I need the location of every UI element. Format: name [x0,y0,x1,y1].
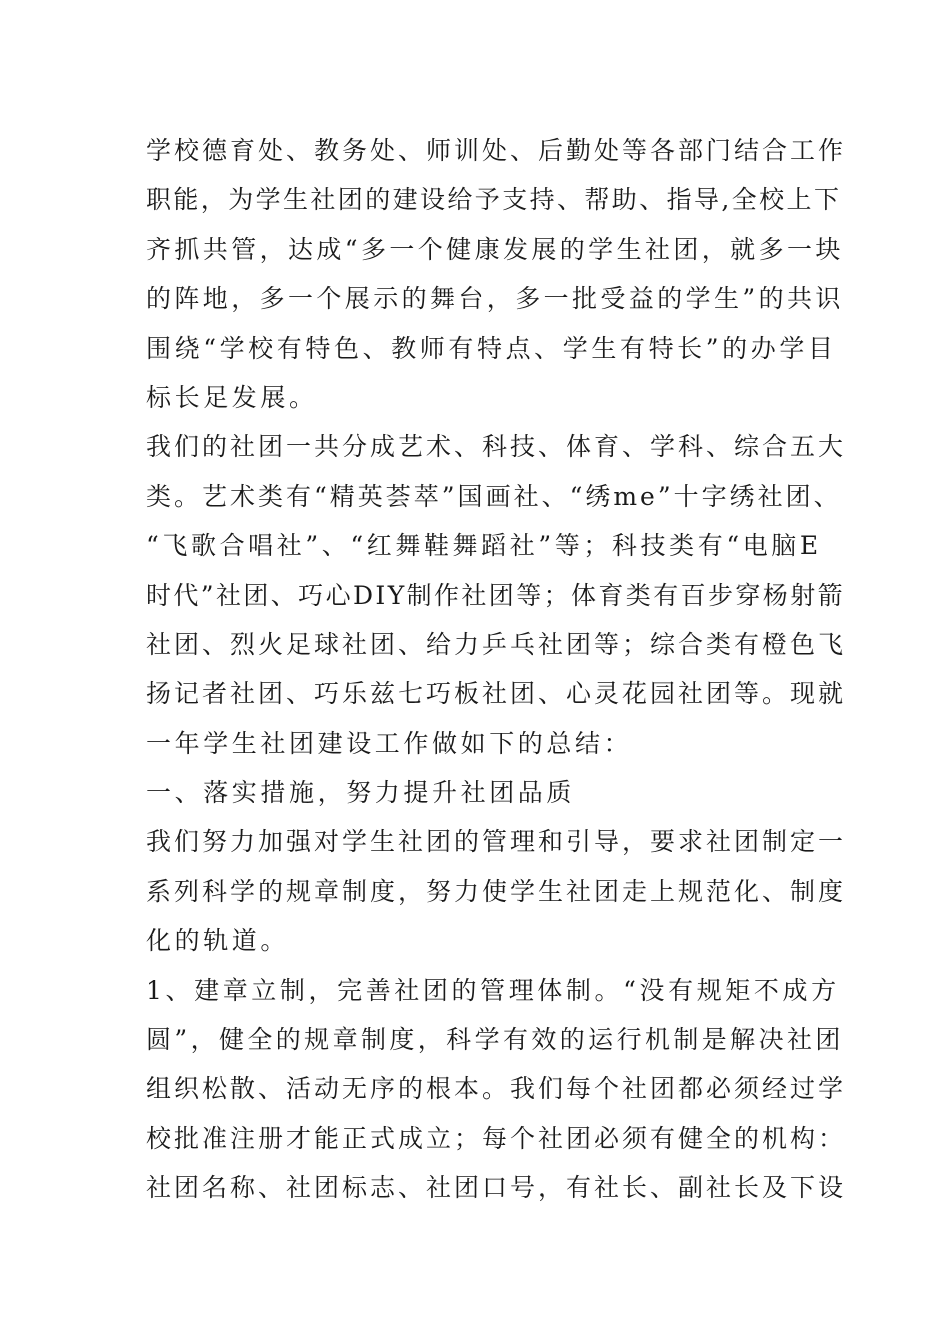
section-heading: 一、落实措施，努力提升社团品质 [146,778,576,808]
text-line: 社团名称、社团标志、社团口号，有社长、副社长及下设 [146,1173,847,1203]
text-line: 职能，为学生社团的建设给予支持、帮助、指导,全校上下 [146,185,842,215]
text-line: 一年学生社团建设工作做如下的总结： [146,728,633,758]
text-line: 的阵地，多一个展示的舞台，多一批受益的学生”的共识 [146,284,844,314]
text-line: 标长足发展。 [146,382,318,412]
text-line: 我们努力加强对学生社团的管理和引导，要求社团制定一 [146,827,847,857]
text-line: 化的轨道。 [146,926,290,956]
text-line: 我们的社团一共分成艺术、科技、体育、学科、综合五大 [146,432,847,462]
text-line: “飞歌合唱社”、“红舞鞋舞蹈社”等；科技类有“电脑E [146,531,822,561]
text-line: 校批准注册才能正式成立；每个社团必须有健全的机构： [146,1123,847,1153]
text-line: 学校德育处、教务处、师训处、后勤处等各部门结合工作 [146,136,847,165]
text-line: 围绕“学校有特色、教师有特点、学生有特长”的办学目 [146,333,837,363]
text-line: 1、建章立制，完善社团的管理体制。“没有规矩不成方 [146,975,840,1005]
text-line: 组织松散、活动无序的根本。我们每个社团都必须经过学 [146,1074,847,1104]
text-line: 圆”，健全的规章制度，科学有效的运行机制是解决社团 [146,1025,844,1055]
text-line: 扬记者社团、巧乐兹七巧板社团、心灵花园社团等。现就 [146,679,847,709]
text-line: 时代”社团、巧心DIY制作社团等；体育类有百步穿杨射箭 [146,580,846,610]
text-line: 齐抓共管，达成“多一个健康发展的学生社团，就多一块 [146,234,844,264]
text-line: 社团、烈火足球社团、给力乒乓社团等；综合类有橙色飞 [146,629,847,659]
text-line: 类。艺术类有“精英荟萃”国画社、“绣me”十字绣社团、 [146,481,842,511]
text-line: 系列科学的规章制度，努力使学生社团走上规范化、制度 [146,876,847,906]
document-body [146,126,846,1213]
